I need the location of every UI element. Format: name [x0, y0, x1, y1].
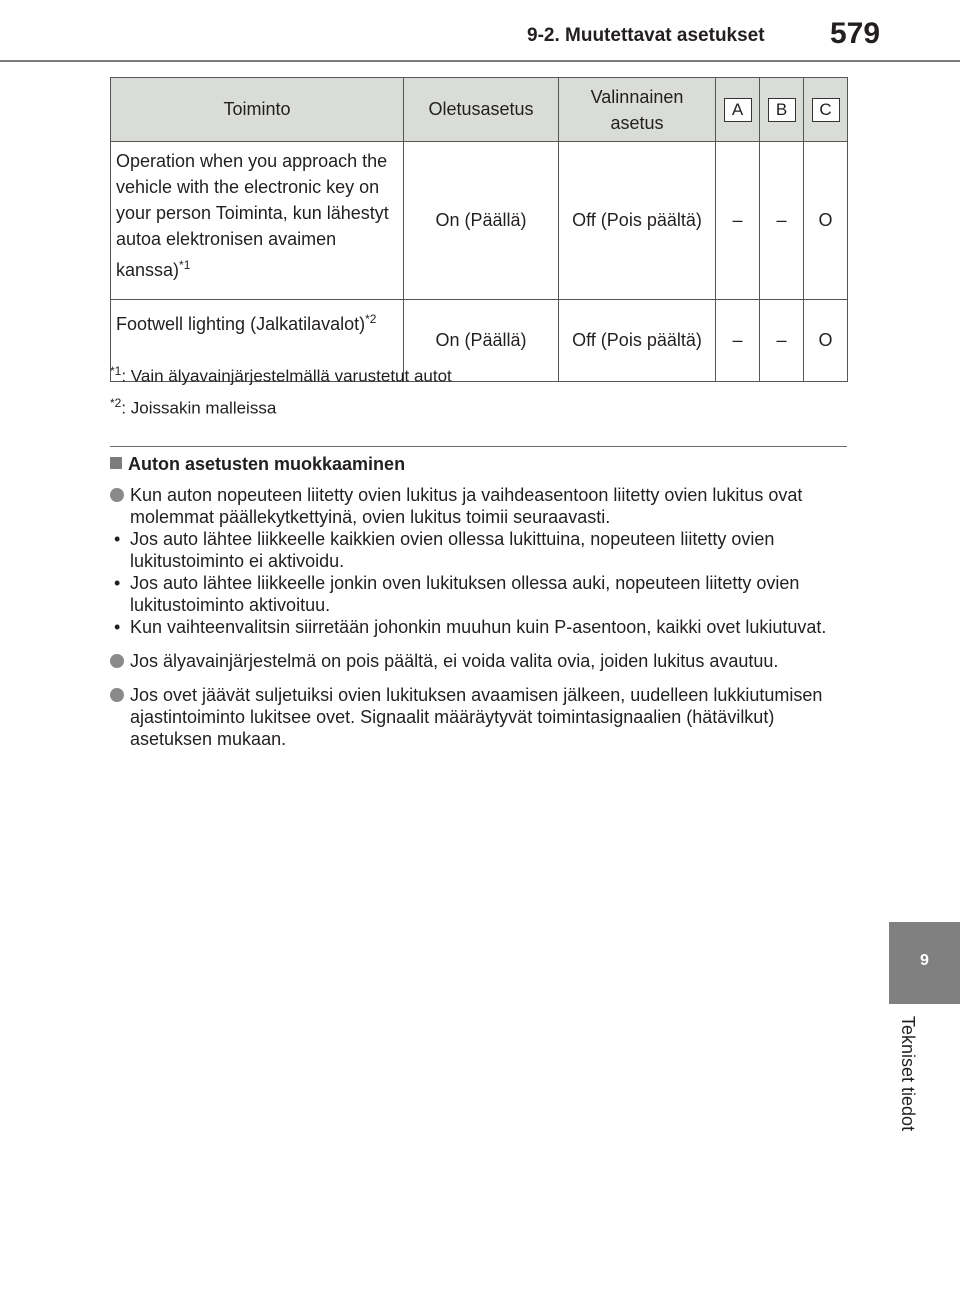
- header-optional: Valinnainen asetus: [559, 78, 716, 142]
- header-c: C: [804, 78, 848, 142]
- row-function: Footwell lighting (Jalkatilavalot)$^{*2}$: [111, 300, 404, 382]
- sub-list-item: • Jos auto lähtee liikkeelle kaikkien ovien ollessa lukittuina, nopeuteen liitetty ovien lukitustoiminto ei aktivoidu.: [114, 529, 775, 571]
- list-item: Kun auton nopeuteen liitetty ovien lukitus ja vaihdeasentoon liitetty ovien lukitus ovat molemmat päällekytkettyinä, ovien lukitus toimii seuraavasti. • Jos auto lähtee liikkeelle kaikkien ovien ollessa lukittuina, nopeuteen liitetty ovien lukitustoiminto ei aktivoidu. • Jos auto lähtee liikkeelle jonkin oven lukituksen ollessa auki, nopeuteen liitetty ovien lukitustoiminto aktivoituu. • Kun vaihteenvalitsin siirretään johonkin muuhun kuin P-asentoon, kaikki ovet lukiutuvat.: [110, 484, 847, 638]
- chapter-number: 9: [920, 952, 929, 969]
- header-default: Oletusasetus: [404, 78, 559, 142]
- header-b: B: [760, 78, 804, 142]
- row-b: –: [760, 300, 804, 382]
- header-function: Toiminto: [111, 78, 404, 142]
- chapter-label: Tekniset tiedot: [898, 1016, 918, 1132]
- settings-table: [110, 77, 848, 382]
- row-optional: Off (Pois päältä): [559, 300, 716, 382]
- list-item: Jos ovet jäävät suljetuiksi ovien lukituksen avaamisen jälkeen, uudelleen lukkiutumisen ajastintoiminto lukitsee ovet. Signaalit määräytyvät toimintasignaalien (hätävilkut) asetuksen mukaan.: [110, 684, 847, 750]
- section-divider: [110, 446, 847, 447]
- footnote-ref: *1: [179, 258, 191, 272]
- circle-bullet-icon: [110, 654, 124, 668]
- row-b: –: [760, 142, 804, 300]
- table-row: [111, 142, 848, 300]
- circle-bullet-icon: [110, 688, 124, 702]
- footnote: $^{*1}$: Vain älyavainjärjestelmällä varustetut autot: [110, 364, 452, 386]
- sub-list-item: • Jos auto lähtee liikkeelle jonkin oven lukituksen ollessa auki, nopeuteen liitetty ovien lukitustoiminto aktivoituu.: [114, 573, 800, 615]
- notes-list: [110, 484, 847, 762]
- row-a: –: [716, 142, 760, 300]
- row-c: O: [804, 142, 848, 300]
- circle-bullet-icon: [110, 488, 124, 502]
- row-a: –: [716, 300, 760, 382]
- chapter-tab[interactable]: [889, 922, 960, 1004]
- section-title: 9-2. Muutettavat asetukset: [527, 25, 765, 46]
- row-optional: Off (Pois päältä): [559, 142, 716, 300]
- row-function: Operation when you approach the vehicle with the electronic key on your person Toiminta, kun lähestyt autoa elektronisen avaimen kanssa)$^{*1}$: [111, 142, 404, 300]
- header-rule: [0, 60, 960, 62]
- footnote-ref: *2: [365, 312, 377, 326]
- row-c: O: [804, 300, 848, 382]
- section-heading: Auton asetusten muokkaaminen: [110, 454, 405, 475]
- square-bullet-icon: [110, 457, 122, 469]
- sub-list-item: • Kun vaihteenvalitsin siirretään johonkin muuhun kuin P-asentoon, kaikki ovet lukiutuvat.: [114, 617, 827, 637]
- footnote: $^{*2}$: Joissakin malleissa: [110, 396, 277, 418]
- page-number: 579: [830, 17, 881, 50]
- list-item: Jos älyavainjärjestelmä on pois päältä, ei voida valita ovia, joiden lukitus avautuu.: [110, 650, 847, 672]
- row-default: On (Päällä): [404, 142, 559, 300]
- row-default: On (Päällä): [404, 300, 559, 382]
- table-header-row: [111, 78, 848, 142]
- header-a: A: [716, 78, 760, 142]
